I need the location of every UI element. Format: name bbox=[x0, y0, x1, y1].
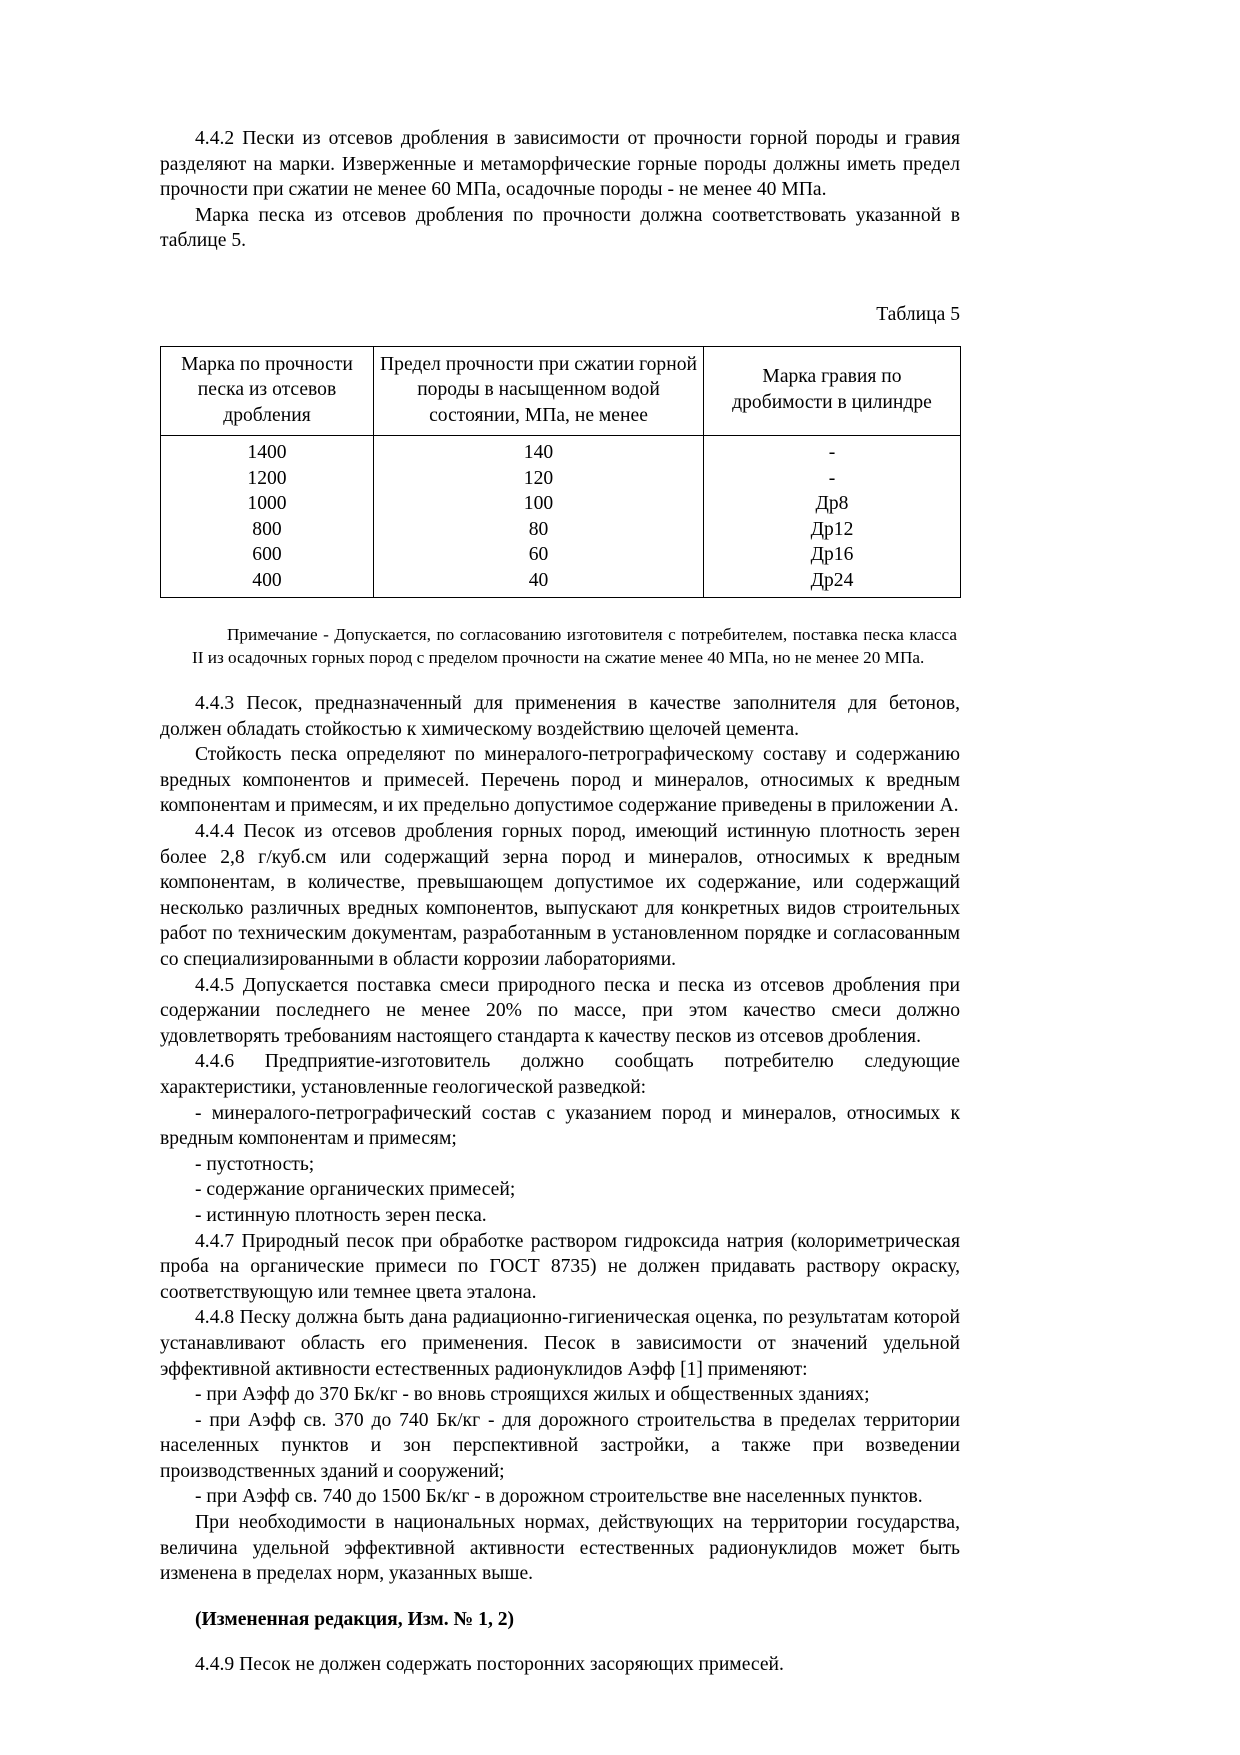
paragraph-4-4-2: 4.4.2 Пески из отсевов дробления в зависимости от прочности горной породы и гравия разделяют на марки. Изверженные и метаморфические горные породы должны иметь предел прочности при сжатии не менее 60 МПа, осадочные породы - не менее 40 МПа. bbox=[160, 128, 960, 201]
spacer bbox=[160, 669, 960, 691]
cell-gravel-grade: - bbox=[704, 466, 961, 492]
cell-sand-grade: 400 bbox=[161, 568, 374, 598]
cell-gravel-grade: - bbox=[704, 436, 961, 466]
revision-note: (Измененная редакция, Изм. № 1, 2) bbox=[195, 1608, 515, 1630]
table-row bbox=[161, 568, 961, 598]
list-item-aeff-740-1500: - при Аэфф св. 740 до 1500 Бк/кг - в дорожном строительстве вне населенных пунктов. bbox=[195, 1486, 923, 1508]
cell-sand-grade: 1400 bbox=[161, 436, 374, 466]
cell-strength: 140 bbox=[374, 436, 704, 466]
table-header-row bbox=[161, 346, 961, 436]
page-content bbox=[160, 126, 960, 1678]
table-5-wrapper bbox=[160, 346, 960, 599]
table-row bbox=[161, 517, 961, 543]
table-row bbox=[161, 466, 961, 492]
table-row bbox=[161, 542, 961, 568]
paragraph-stability: Стойкость песка определяют по минералого-петрографическому составу и содержанию вредных компонентов и примесей. Перечень пород и минералов, относимых к вредным компонентам и примесям, и их предельно допустимое содержание приведены в приложении А. bbox=[160, 744, 960, 817]
column-header-sand-grade: Марка по прочности песка из отсевов дробления bbox=[161, 346, 374, 436]
cell-gravel-grade: Др12 bbox=[704, 517, 961, 543]
table-caption: Таблица 5 bbox=[876, 303, 960, 325]
paragraph-table-reference: Марка песка из отсевов дробления по прочности должна соответствовать указанной в таблице 5. bbox=[160, 204, 960, 252]
column-header-gravel-grade: Марка гравия по дробимости в цилиндре bbox=[704, 346, 961, 436]
table-5 bbox=[160, 346, 961, 599]
cell-strength: 60 bbox=[374, 542, 704, 568]
list-item-aeff-370-740: - при Аэфф св. 370 до 740 Бк/кг - для дорожного строительства в пределах территории населенных пунктов и зон перспективной застройки, а также при возведении производственных зданий и сооружений; bbox=[160, 1409, 960, 1482]
spacer bbox=[160, 1587, 960, 1607]
list-item-aeff-370: - при Аэфф до 370 Бк/кг - во вновь строящихся жилых и общественных зданиях; bbox=[195, 1384, 870, 1406]
cell-strength: 120 bbox=[374, 466, 704, 492]
paragraph-national-norms: При необходимости в национальных нормах, действующих на территории государства, величина удельной эффективной активности естественных радионуклидов может быть изменена в пределах норм, указанных выше. bbox=[160, 1512, 960, 1585]
list-item-organic-impurities: - содержание органических примесей; bbox=[195, 1179, 516, 1201]
paragraph-4-4-9: 4.4.9 Песок не должен содержать посторонних засоряющих примесей. bbox=[195, 1654, 784, 1676]
cell-strength: 80 bbox=[374, 517, 704, 543]
cell-sand-grade: 600 bbox=[161, 542, 374, 568]
column-header-compressive-strength: Предел прочности при сжатии горной породы в насыщенном водой состоянии, МПа, не менее bbox=[374, 346, 704, 436]
table-note: Примечание - Допускается, по согласованию изготовителя с потребителем, поставка песка класса II из осадочных горных пород с пределом прочности на сжатие менее 40 МПа, но не менее 20 МПа. bbox=[192, 625, 957, 667]
paragraph-4-4-7: 4.4.7 Природный песок при обработке раствором гидроксида натрия (колориметрическая проба на органические примеси по ГОСТ 8735) не должен придавать раствору окраску, соответствующую или темнее цвета эталона. bbox=[160, 1230, 960, 1303]
spacer bbox=[160, 1632, 960, 1652]
list-item-voidness: - пустотность; bbox=[195, 1153, 315, 1175]
list-item-true-density: - истинную плотность зерен песка. bbox=[195, 1204, 487, 1226]
table-row bbox=[161, 491, 961, 517]
table-header bbox=[161, 346, 961, 436]
cell-gravel-grade: Др16 bbox=[704, 542, 961, 568]
cell-gravel-grade: Др24 bbox=[704, 568, 961, 598]
paragraph-4-4-4: 4.4.4 Песок из отсевов дробления горных пород, имеющий истинную плотность зерен более 2,8 г/куб.см или содержащий зерна пород и минералов, относимых к вредным компонентам, в количестве, превышающем допустимое их содержание, или содержащий несколько различных вредных компонентов, выпускают для конкретных видов строительных работ по техническим документам, разработанным в установленном порядке и согласованным со специализированными в области коррозии лабораториями. bbox=[160, 821, 960, 970]
cell-sand-grade: 1200 bbox=[161, 466, 374, 492]
table-row bbox=[161, 436, 961, 466]
cell-sand-grade: 800 bbox=[161, 517, 374, 543]
table-body bbox=[161, 436, 961, 598]
cell-strength: 100 bbox=[374, 491, 704, 517]
paragraph-4-4-3: 4.4.3 Песок, предназначенный для применения в качестве заполнителя для бетонов, должен обладать стойкостью к химическому воздействию щелочей цемента. bbox=[160, 693, 960, 740]
cell-sand-grade: 1000 bbox=[161, 491, 374, 517]
cell-gravel-grade: Др8 bbox=[704, 491, 961, 517]
paragraph-4-4-8: 4.4.8 Песку должна быть дана радиационно-гигиеническая оценка, по результатам которой устанавливают область его применения. Песок в зависимости от значений удельной эффективной активности естественных радионуклидов Аэфф [1] применяют: bbox=[160, 1307, 960, 1380]
paragraph-4-4-6: 4.4.6 Предприятие-изготовитель должно сообщать потребителю следующие характеристики, установленные геологической разведкой: bbox=[160, 1051, 960, 1098]
paragraph-4-4-5: 4.4.5 Допускается поставка смеси природного песка и песка из отсевов дробления при содержании последнего не менее 20% по массе, при этом качество смеси должно удовлетворять требованиям настоящего стандарта к качеству песков из отсевов дробления. bbox=[160, 974, 960, 1047]
list-item-petrographic-composition: - минералого-петрографический состав с указанием пород и минералов, относимых к вредным компонентам и примесям; bbox=[160, 1102, 960, 1150]
cell-strength: 40 bbox=[374, 568, 704, 598]
